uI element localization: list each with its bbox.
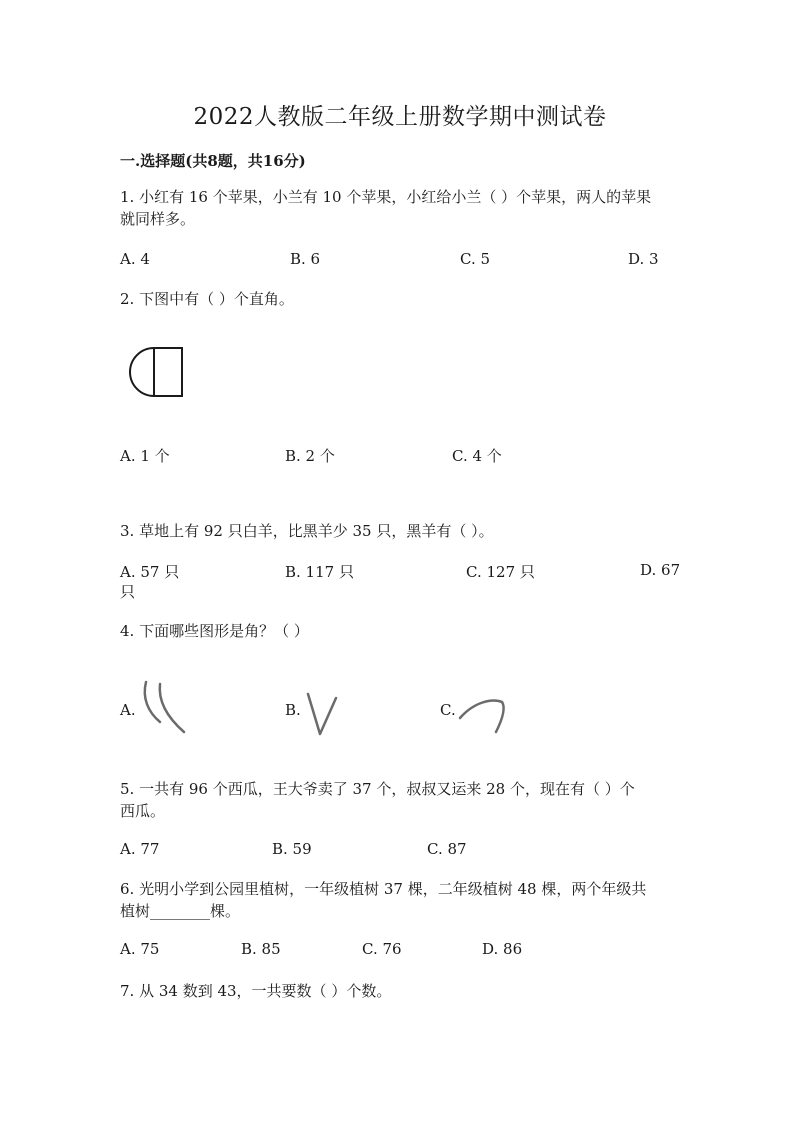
half-circle-square-figure bbox=[120, 340, 190, 404]
question-3-option-d-wrap: 只 bbox=[120, 583, 136, 601]
question-4-option-a: A. bbox=[120, 701, 136, 719]
question-1-line-2: 就同样多。 bbox=[120, 210, 196, 228]
question-5-option-b: B. 59 bbox=[272, 840, 312, 858]
question-5-option-c: C. 87 bbox=[427, 840, 467, 858]
question-7-line-1: 7. 从 34 数到 43，一共要数（ ）个数。 bbox=[120, 982, 392, 1000]
question-1-option-a: A. 4 bbox=[120, 250, 150, 268]
section-heading: 一.选择题(共8题，共16分) bbox=[120, 152, 306, 170]
curved-lines-figure bbox=[138, 678, 194, 738]
question-1-option-b: B. 6 bbox=[290, 250, 321, 268]
question-5-line-1: 5. 一共有 96 个西瓜，王大爷卖了 37 个，叔叔又运来 28 个，现在有（ ）个 bbox=[120, 780, 635, 798]
question-2-option-c: C. 4 个 bbox=[452, 447, 502, 465]
question-5-option-a: A. 77 bbox=[120, 840, 160, 858]
question-3-option-c: C. 127 只 bbox=[466, 563, 535, 581]
question-6-line-1: 6. 光明小学到公园里植树，一年级植树 37 棵，二年级植树 48 棵，两个年级共 bbox=[120, 880, 647, 898]
page-title: 2022人教版二年级上册数学期中测试卷 bbox=[193, 104, 607, 130]
question-5-line-2: 西瓜。 bbox=[120, 802, 166, 820]
question-4-option-b: B. bbox=[285, 701, 301, 719]
question-1-line-1: 1. 小红有 16 个苹果，小兰有 10 个苹果，小红给小兰（ ）个苹果，两人的苹果 bbox=[120, 188, 652, 206]
question-3-line-1: 3. 草地上有 92 只白羊，比黑羊少 35 只，黑羊有（ ）。 bbox=[120, 522, 494, 540]
question-3-option-d: D. 67 bbox=[640, 561, 681, 579]
question-2-option-b: B. 2 个 bbox=[285, 447, 335, 465]
question-2-line-1: 2. 下图中有（ ）个直角。 bbox=[120, 290, 294, 308]
question-3-option-a: A. 57 只 bbox=[120, 563, 180, 581]
question-1-option-d: D. 3 bbox=[628, 250, 659, 268]
v-angle-figure bbox=[302, 690, 342, 740]
question-4-line-1: 4. 下面哪些图形是角？（ ） bbox=[120, 622, 309, 640]
curved-hook-figure bbox=[456, 694, 512, 738]
question-4-option-c: C. bbox=[440, 701, 456, 719]
question-6-line-2: 植树________棵。 bbox=[120, 902, 241, 920]
question-3-option-b: B. 117 只 bbox=[285, 563, 354, 581]
question-6-option-b: B. 85 bbox=[241, 940, 281, 958]
question-6-option-c: C. 76 bbox=[362, 940, 402, 958]
question-6-option-a: A. 75 bbox=[120, 940, 160, 958]
question-6-option-d: D. 86 bbox=[482, 940, 523, 958]
question-1-option-c: C. 5 bbox=[460, 250, 491, 268]
question-2-option-a: A. 1 个 bbox=[120, 447, 170, 465]
